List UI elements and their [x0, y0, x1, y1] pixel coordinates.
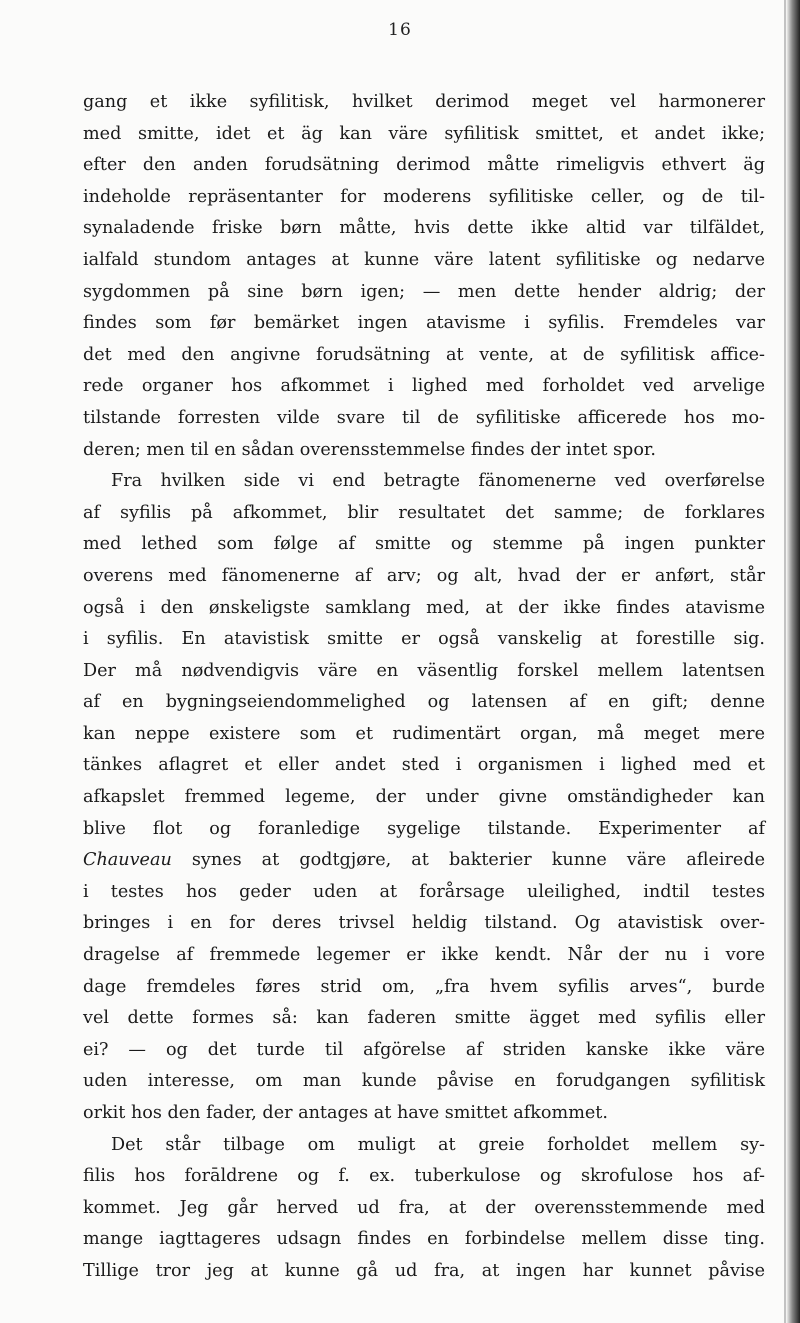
text-line: tilstande forresten vilde svare til de syfilitiske afficerede hos mo-	[83, 407, 765, 428]
text-line: synaladende friske børn måtte, hvis dette ikke altid var tilfäldet,	[83, 218, 765, 239]
text-line: bringes i en for deres trivsel heldig tilstand. Og atavistisk over-	[83, 913, 765, 934]
text-line: rede organer hos afkommet i lighed med forholdet ved arvelige	[83, 376, 765, 397]
binding-shadow	[786, 0, 800, 1323]
text-line: i syfilis. En atavistisk smitte er også vanskelig at forestille sig.	[83, 629, 765, 650]
text-line: Det står tilbage om muligt at greie forholdet mellem sy-	[111, 1134, 765, 1155]
text-line: ei? — og det turde til afgörelse af striden kanske ikke väre	[83, 1039, 765, 1060]
text-line: også i den ønskeligste samklang med, at der ikke findes atavisme	[83, 597, 765, 618]
text-line: kommet. Jeg går herved ud fra, at der overensstemmende med	[83, 1197, 765, 1218]
text-line: Fra hvilken side vi end betragte fänomenerne ved overførelse	[111, 471, 765, 492]
author-name: Chauveau	[83, 850, 172, 871]
text-line: indeholde repräsentanter for moderens syfilitiske celler, og de til-	[83, 186, 765, 207]
text-line: sygdommen på sine børn igen; — men dette hender aldrig; der	[83, 281, 765, 302]
text-line: i testes hos geder uden at forårsage uleilighed, indtil testes	[83, 881, 765, 902]
text-line: Chauveau synes at godtgjøre, at bakterier kunne väre afleirede	[83, 850, 765, 871]
text-line: uden interesse, om man kunde påvise en forudgangen syfilitisk	[83, 1071, 765, 1092]
body-text	[83, 87, 765, 1288]
text-line: dage fremdeles føres strid om, „fra hvem syfilis arves“, burde	[83, 976, 765, 997]
text-line: mange iagttageres udsagn findes en forbindelse mellem disse ting.	[83, 1229, 765, 1250]
text-line: orkit hos den fader, der antages at have smittet afkommet.	[83, 1103, 608, 1123]
text-line: afkapslet fremmed legeme, der under givne omständigheder kan	[83, 787, 765, 808]
text-line: det med den angivne forudsätning at vente, at de syfilitisk affice-	[83, 344, 765, 365]
text-line: blive flot og foranledige sygelige tilstande. Experimenter af	[83, 818, 765, 839]
text-line: ialfald stundom antages at kunne väre latent syfilitiske og nedarve	[83, 249, 765, 270]
text-line: af syfilis på afkommet, blir resultatet det samme; de forklares	[83, 502, 765, 523]
text-line: gang et ikke syfilitisk, hvilket derimod meget vel harmonerer	[83, 92, 765, 112]
text-line: findes som før bemärket ingen atavisme i syfilis. Fremdeles var	[83, 313, 765, 334]
text-line: vel dette formes så: kan faderen smitte ägget med syfilis eller	[83, 1008, 765, 1029]
text-line: filis hos forāldrene og f. ex. tuberkulose og skrofulose hos af-	[83, 1166, 765, 1187]
text-line: efter den anden forudsätning derimod måtte rimeligvis ethvert äg	[83, 155, 765, 176]
text-line: deren; men til en sådan overensstemmelse findes der intet spor.	[83, 439, 656, 460]
text-line: overens med fänomenerne af arv; og alt, hvad der er anført, står	[83, 565, 765, 586]
text-line: med smitte, idet et äg kan väre syfilitisk smittet, et andet ikke;	[83, 123, 765, 144]
text-line: dragelse af fremmede legemer er ikke kendt. Når der nu i vore	[83, 945, 765, 966]
text-line: tänkes aflagret et eller andet sted i organismen i lighed med et	[83, 755, 765, 776]
text-line: Der må nødvendigvis väre en väsentlig forskel mellem latentsen	[83, 660, 765, 681]
text-line: Tillige tror jeg at kunne gå ud fra, at ingen har kunnet påvise	[83, 1260, 765, 1281]
text-line: kan neppe existere som et rudimentärt organ, må meget mere	[83, 723, 765, 744]
page-number: 16	[388, 20, 412, 40]
text-line: af en bygningseiendommelighed og latensen af en gift; denne	[83, 692, 765, 713]
text-line: med lethed som følge af smitte og stemme på ingen punkter	[83, 534, 765, 555]
